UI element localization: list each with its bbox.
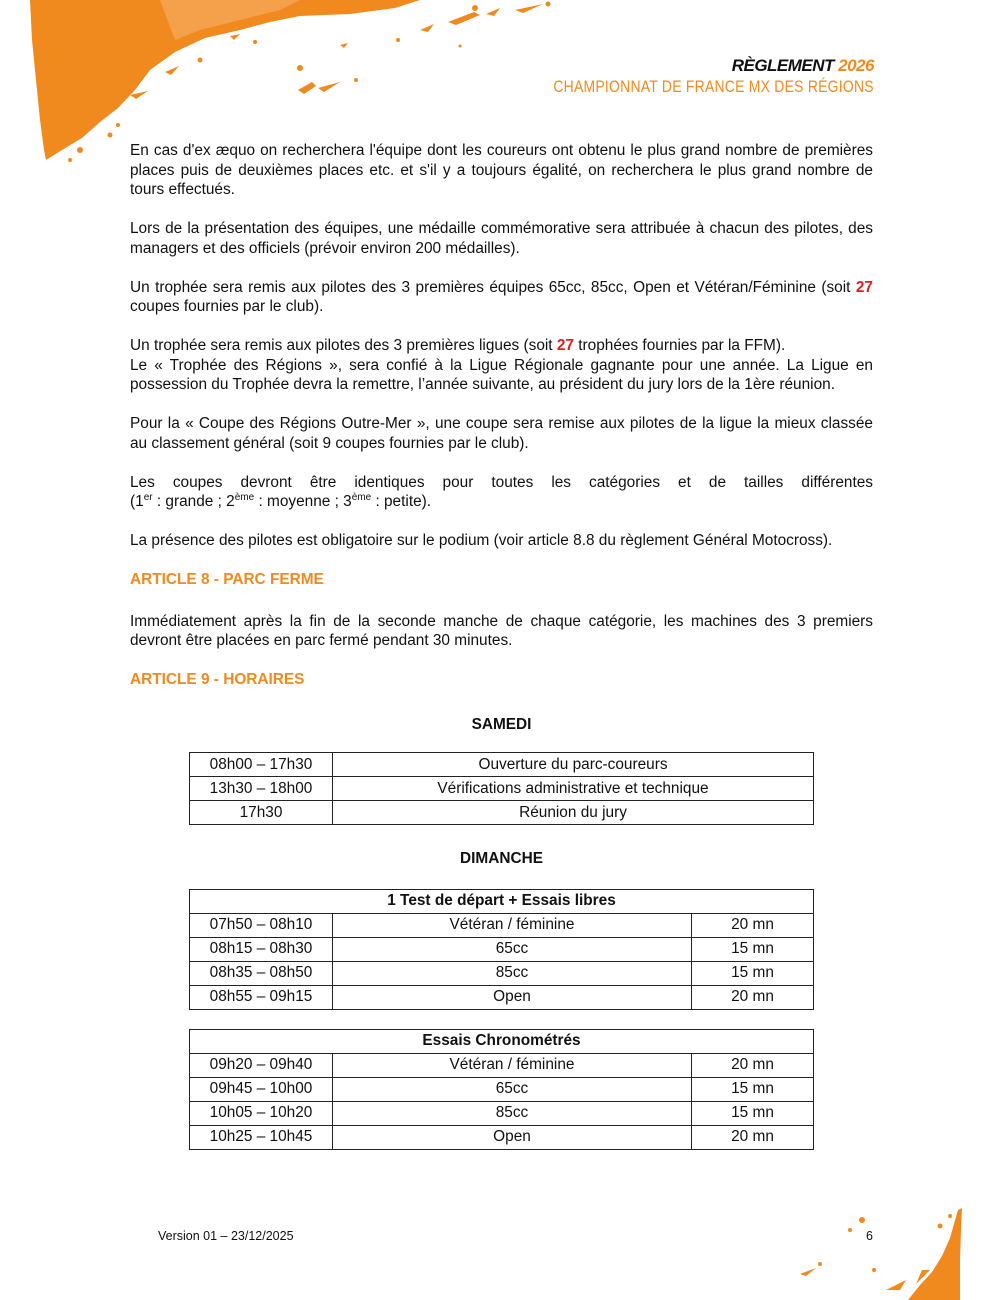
dimanche-essais-chrono-table — [189, 1029, 814, 1150]
highlight-number: 27 — [855, 278, 873, 296]
dimanche-essais-libres-table — [189, 889, 814, 1010]
text-segment: Un trophée sera remis aux pilotes des 3 premières équipes 65cc, 85cc, Open et Vétéran/Féminine (soit — [130, 278, 856, 296]
table-cell: 85cc — [333, 1101, 692, 1125]
header-reglement-line — [483, 56, 874, 76]
text-segment: Un trophée sera remis aux pilotes des 3 premières ligues (soit — [130, 337, 557, 354]
table-cell: 65cc — [333, 1077, 692, 1101]
text-segment: : grande ; 2 — [152, 493, 235, 510]
paragraph-parc-ferme: Immédiatement après la fin de la seconde manche de chaque catégorie, les machines des 3 premiers devront être placées en parc fermé pendant 30 minutes. — [130, 612, 873, 649]
table-cell: 10h05 – 10h20 — [190, 1101, 333, 1125]
superscript: ème — [234, 491, 255, 503]
table-row — [190, 801, 814, 825]
table-header-cell: Essais Chronométrés — [190, 1029, 814, 1053]
text-segment: Les coupes devront être identiques pour toutes les catégories et de tailles différentes — [130, 473, 873, 491]
paragraph-trophee-equipes — [130, 278, 873, 317]
table-cell: Réunion du jury — [333, 801, 814, 825]
table-cell: 08h35 – 08h50 — [190, 961, 333, 985]
table-header-row — [190, 889, 814, 913]
table-cell: 20 mn — [692, 985, 814, 1009]
superscript: er — [143, 491, 153, 503]
text-segment: Le « Trophée des Régions », sera confié à la Ligue Régionale gagnante pour une année. La Ligue en possession du Trophée devra la remettre, l’année suivante, au président du jury lors de la 1ère réunion. — [130, 356, 873, 393]
table-cell: Vétéran / féminine — [333, 913, 692, 937]
table-cell: 15 mn — [692, 1077, 814, 1101]
highlight-number: 27 — [556, 337, 574, 354]
table-header-row — [190, 1029, 814, 1053]
table-cell: 15 mn — [692, 1101, 814, 1125]
paragraph-trophee-ligues — [130, 336, 873, 395]
samedi-title: SAMEDI — [471, 715, 532, 733]
table-header-cell: 1 Test de départ + Essais libres — [190, 889, 814, 913]
orange-splash-bottom-right-decoration — [790, 1190, 1005, 1300]
table-row — [190, 1101, 814, 1125]
table-row — [190, 985, 814, 1009]
table-cell: Open — [333, 985, 692, 1009]
paragraph-coupes-tailles — [130, 473, 873, 512]
table-cell: Vérifications administrative et technique — [333, 777, 814, 801]
dimanche-title: DIMANCHE — [460, 850, 543, 867]
table-cell: 85cc — [333, 961, 692, 985]
table-cell: 09h45 – 10h00 — [190, 1077, 333, 1101]
table-cell: 07h50 – 08h10 — [190, 913, 333, 937]
header-year: 2026 — [838, 56, 874, 75]
table-cell: Open — [333, 1125, 692, 1149]
paragraph-coupe-outre-mer: Pour la « Coupe des Régions Outre-Mer », une coupe sera remise aux pilotes de la ligue la mieux classée au classement général (soit 9 coupes fournies par le club). — [130, 415, 873, 452]
text-segment: : petite). — [371, 493, 432, 510]
table-cell: Ouverture du parc-coureurs — [333, 753, 814, 777]
table-row — [190, 913, 814, 937]
text-segment: trophées fournies par la FFM). — [573, 337, 786, 354]
table-cell: 15 mn — [692, 937, 814, 961]
text-segment: : moyenne ; 3 — [254, 493, 352, 510]
table-cell: 17h30 — [190, 801, 333, 825]
table-cell: 08h15 – 08h30 — [190, 937, 333, 961]
superscript: ème — [351, 491, 372, 503]
table-cell: 20 mn — [692, 1053, 814, 1077]
table-row — [190, 937, 814, 961]
table-cell: 13h30 – 18h00 — [190, 777, 333, 801]
table-cell: 20 mn — [692, 913, 814, 937]
paragraph-ex-aequo: En cas d'ex æquo on recherchera l'équipe dont les coureurs ont obtenu le plus grand nombre de premières places puis de deuxièmes places etc. et s'il y a toujours égalité, on recherchera le plus grand nombre de tours effectués. — [130, 142, 873, 198]
paragraph-podium: La présence des pilotes est obligatoire sur le podium (voir article 8.8 du règlement Général Motocross). — [130, 532, 833, 549]
table-cell: 15 mn — [692, 961, 814, 985]
table-cell: 65cc — [333, 937, 692, 961]
header-reglement: RÈGLEMENT — [731, 56, 834, 75]
table-cell: 10h25 – 10h45 — [190, 1125, 333, 1149]
header-subtitle: CHAMPIONNAT DE FRANCE MX DES RÉGIONS — [553, 77, 874, 96]
article-9-title: ARTICLE 9 - HORAIRES — [130, 671, 305, 688]
article-8-title: ARTICLE 8 - PARC FERME — [130, 571, 324, 588]
table-row — [190, 1077, 814, 1101]
table-row — [190, 1053, 814, 1077]
table-cell: 20 mn — [692, 1125, 814, 1149]
samedi-schedule-table — [189, 752, 814, 825]
document-header — [483, 56, 874, 98]
table-row — [190, 777, 814, 801]
table-cell: 08h55 – 09h15 — [190, 985, 333, 1009]
table-cell: 08h00 – 17h30 — [190, 753, 333, 777]
table-cell: Vétéran / féminine — [333, 1053, 692, 1077]
table-cell: 09h20 – 09h40 — [190, 1053, 333, 1077]
table-row — [190, 961, 814, 985]
document-body — [130, 141, 873, 1150]
footer-version: Version 01 – 23/12/2025 — [158, 1229, 294, 1243]
text-segment: (1 — [130, 493, 144, 510]
table-row — [190, 753, 814, 777]
paragraph-medaille: Lors de la présentation des équipes, une médaille commémorative sera attribuée à chacun des pilotes, des managers et des officiels (prévoir environ 200 médailles). — [130, 220, 873, 257]
footer-page-number: 6 — [866, 1229, 873, 1243]
text-segment: coupes fournies par le club). — [130, 298, 324, 315]
table-row — [190, 1125, 814, 1149]
